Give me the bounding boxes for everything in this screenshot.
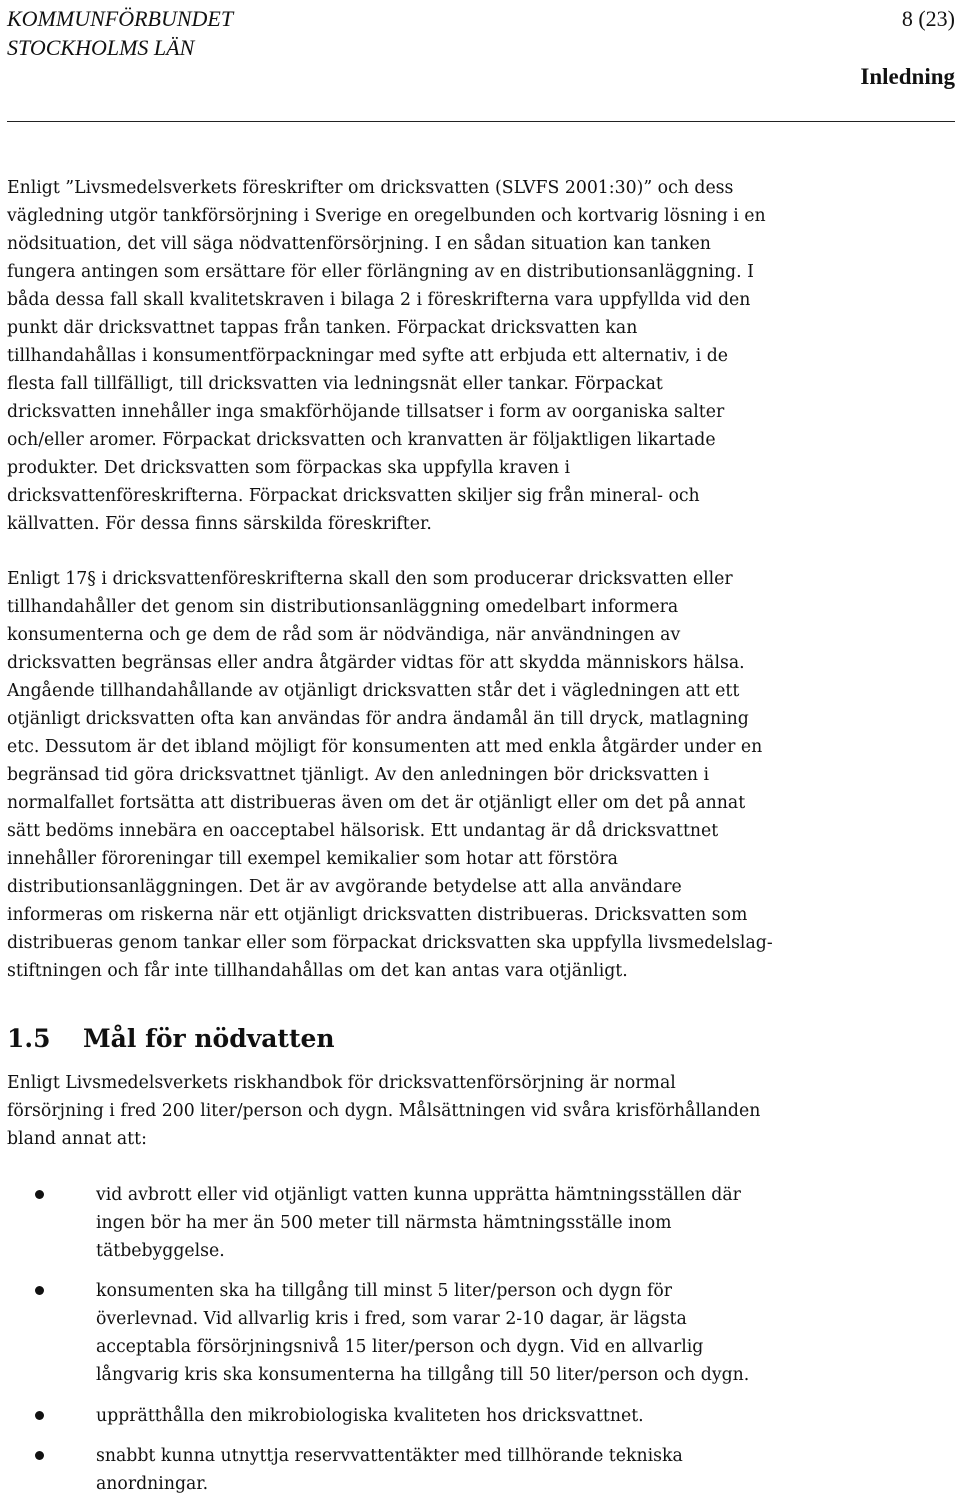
text-line: upprätthålla den mikrobiologiska kvaliteten hos dricksvattnet. xyxy=(96,1406,644,1426)
page-header xyxy=(7,4,955,89)
text-line: dricksvatten innehåller inga smakförhöjande tillsatser i form av oorganiska salter xyxy=(7,402,725,422)
section-title: Inledning xyxy=(860,64,955,89)
text-line: anordningar. xyxy=(96,1474,209,1494)
text-line: flesta fall tillfälligt, till dricksvatten via ledningsnät eller tankar. Förpackat xyxy=(7,374,663,394)
text-line: försörjning i fred 200 liter/person och dygn. Målsättningen vid svåra krisförhållanden xyxy=(7,1101,761,1121)
bullet-icon xyxy=(35,1451,44,1460)
text-line: tillhandahåller det genom sin distributionsanläggning omedelbart informera xyxy=(7,597,679,617)
text-line: informeras om riskerna när ett otjänligt dricksvatten distribueras. Dricksvatten som xyxy=(7,905,748,925)
text-line: produkter. Det dricksvatten som förpackas ska uppfylla kraven i xyxy=(7,458,571,478)
text-line: vid avbrott eller vid otjänligt vatten kunna upprätta hämtningsställen där xyxy=(96,1185,741,1205)
text-line: distributionsanläggningen. Det är av avgörande betydelse att alla användare xyxy=(7,877,682,897)
section-number: 1.5 xyxy=(7,1024,51,1053)
text-line: långvarig kris ska konsumenterna ha tillgång till 50 liter/person och dygn. xyxy=(96,1365,750,1385)
text-line: sätt bedöms innebära en oacceptabel hälsorisk. Ett undantag är då dricksvattnet xyxy=(7,821,719,841)
text-line: överlevnad. Vid allvarlig kris i fred, som varar 2-10 dagar, är lägsta xyxy=(96,1309,687,1329)
text-line: konsumenten ska ha tillgång till minst 5 liter/person och dygn för xyxy=(96,1281,673,1301)
text-line: ingen bör ha mer än 500 meter till närmsta hämtningsställe inom xyxy=(96,1213,672,1233)
page-number: 8 (23) xyxy=(901,6,955,31)
bullet-icon xyxy=(35,1286,44,1295)
org-name-line1: KOMMUNFÖRBUNDET xyxy=(7,6,234,31)
header-divider xyxy=(7,121,955,122)
text-line: Enligt 17§ i dricksvattenföreskrifterna skall den som producerar dricksvatten eller xyxy=(7,569,733,589)
text-line: bland annat att: xyxy=(7,1129,147,1149)
bullet-icon xyxy=(35,1190,44,1199)
text-line: Angående tillhandahållande av otjänligt dricksvatten står det i vägledningen att ett xyxy=(7,681,740,701)
text-line: innehåller föroreningar till exempel kemikalier som hotar att förstöra xyxy=(7,849,618,869)
text-line: punkt där dricksvattnet tappas från tanken. Förpackat dricksvatten kan xyxy=(7,318,638,338)
text-line: snabbt kunna utnyttja reservvattentäkter med tillhörande tekniska xyxy=(96,1446,683,1466)
text-line: otjänligt dricksvatten ofta kan användas för andra ändamål än till dryck, matlagning xyxy=(7,709,749,729)
paragraph-1 xyxy=(7,174,957,538)
text-line: acceptabla försörjningsnivå 15 liter/person och dygn. Vid en allvarlig xyxy=(96,1337,704,1357)
paragraph-3 xyxy=(7,1069,957,1153)
text-line: dricksvattenföreskrifterna. Förpackat dricksvatten skiljer sig från mineral- och xyxy=(7,486,700,506)
text-line: Enligt ”Livsmedelsverkets föreskrifter om dricksvatten (SLVFS 2001:30)” och dess xyxy=(7,178,734,198)
paragraph-2 xyxy=(7,565,957,985)
text-line: källvatten. För dessa finns särskilda föreskrifter. xyxy=(7,514,432,534)
text-line: distribueras genom tankar eller som förpackat dricksvatten ska uppfylla livsmedelslag- xyxy=(7,933,773,953)
text-line: fungera antingen som ersättare för eller förlängning av en distributionsanläggning. I xyxy=(7,262,754,282)
text-line: båda dessa fall skall kvalitetskraven i bilaga 2 i föreskrifterna vara uppfyllda vid den xyxy=(7,290,751,310)
text-line: nödsituation, det vill säga nödvattenförsörjning. I en sådan situation kan tanken xyxy=(7,234,711,254)
text-line: tillhandahållas i konsumentförpackningar med syfte att erbjuda ett alternativ, i de xyxy=(7,346,729,366)
text-line: konsumenterna och ge dem de råd som är nödvändiga, när användningen av xyxy=(7,625,681,645)
text-line: stiftningen och får inte tillhandahållas om det kan antas vara otjänligt. xyxy=(7,961,628,981)
text-line: och/eller aromer. Förpackat dricksvatten och kranvatten är följaktligen likartade xyxy=(7,430,716,450)
text-line: etc. Dessutom är det ibland möjligt för konsumenten att med enkla åtgärder under en xyxy=(7,737,763,757)
text-line: Enligt Livsmedelsverkets riskhandbok för dricksvattenförsörjning är normal xyxy=(7,1073,676,1093)
org-name-line2: STOCKHOLMS LÄN xyxy=(7,35,195,60)
section-heading-title: Mål för nödvatten xyxy=(83,1024,335,1053)
text-line: vägledning utgör tankförsörjning i Sverige en oregelbunden och kortvarig lösning i en xyxy=(7,206,766,226)
text-line: begränsad tid göra dricksvattnet tjänligt. Av den anledningen bör dricksvatten i xyxy=(7,765,710,785)
bullet-icon xyxy=(35,1411,44,1420)
text-line: normalfallet fortsätta att distribueras även om det är otjänligt eller om det på annat xyxy=(7,793,746,813)
section-heading xyxy=(7,1020,335,1058)
text-line: tätbebyggelse. xyxy=(96,1241,225,1261)
text-line: dricksvatten begränsas eller andra åtgärder vidtas för att skydda människors hälsa. xyxy=(7,653,745,673)
